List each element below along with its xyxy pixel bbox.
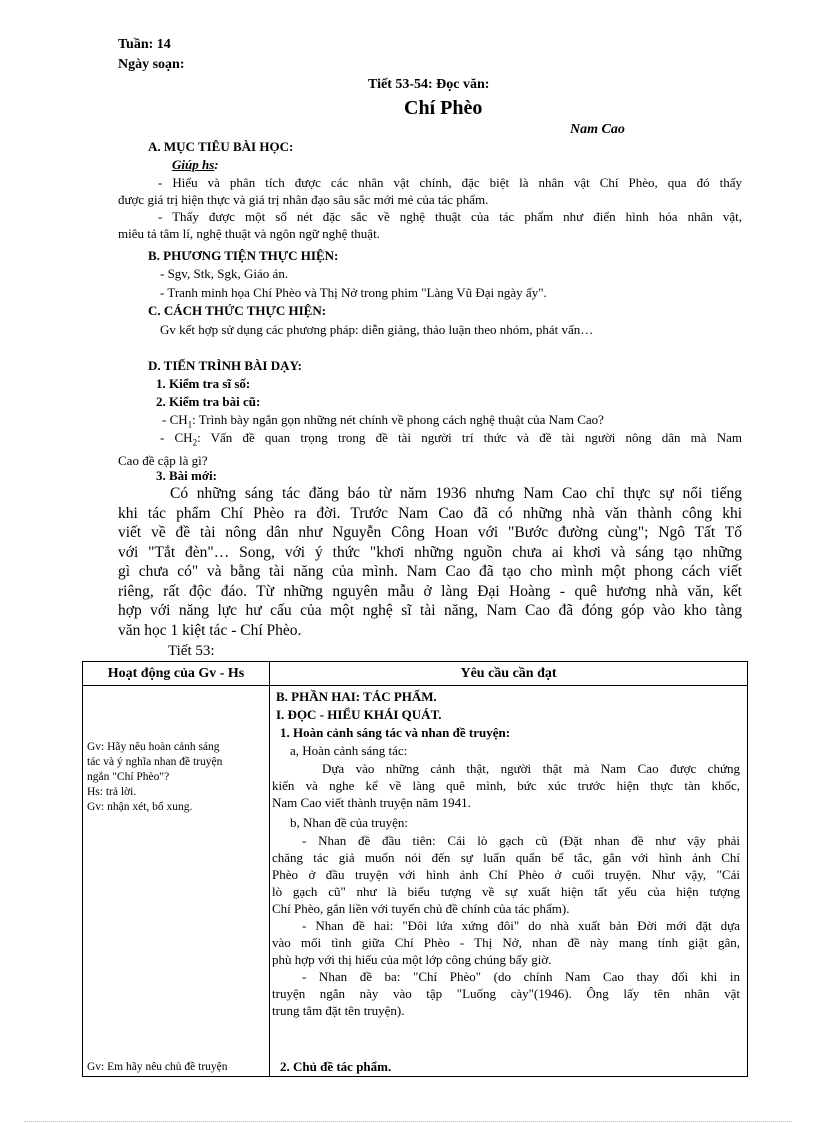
- subsection-heading: 3. Bài mới:: [156, 468, 218, 483]
- section-d-heading: D. TIẾN TRÌNH BÀI DẠY:: [148, 358, 302, 373]
- text-line: tác và ý nghĩa nhan đề truyện: [87, 756, 223, 768]
- question-prefix: - CH: [160, 430, 193, 445]
- page-bottom-divider: [24, 1121, 792, 1122]
- text-line: Gv: nhận xét, bổ xung.: [87, 801, 193, 813]
- text-line: miêu tả tâm lí, nghệ thuật và ngôn ngữ nghệ thuật.: [118, 226, 380, 241]
- section-b-heading: B. PHƯƠNG TIỆN THỰC HIỆN:: [148, 248, 339, 263]
- text-line: b, Nhan đề của truyện:: [290, 815, 409, 830]
- text-line: Nam Cao viết thành truyện năm 1941.: [272, 795, 471, 810]
- text-line: viết về đề tài nông dân như Nguyễn Công Hoan với "Bước đường cùng"; Ngô Tất Tố: [118, 524, 742, 541]
- text-line: hợp với năng lực hư cấu của một nghệ sĩ tài năng, Nam Cao đã đóng góp vào kho tàng: [118, 602, 742, 619]
- text-line: B. PHẦN HAI: TÁC PHẨM.: [276, 689, 437, 704]
- text-line: Gv kết hợp sử dụng các phương pháp: diễn giảng, thảo luận theo nhóm, phát vấn…: [160, 322, 594, 337]
- text-line: Gv: Em hãy nêu chủ đề truyện: [87, 1061, 228, 1073]
- text-line: được giá trị hiện thực và giá trị nhân đạo sâu sắc mới mẻ của tác phẩm.: [118, 192, 489, 207]
- text-line: - Tranh minh họa Chí Phèo và Thị Nở trong phim "Làng Vũ Đại ngày ấy".: [160, 285, 547, 300]
- requirement-cell-content: [270, 686, 747, 1076]
- page-title: Chí Phèo: [404, 97, 483, 119]
- help-text: Giúp hs: [172, 157, 215, 172]
- column-header: Hoạt động của Gv - Hs: [83, 662, 270, 686]
- text-line: kiến và nghe kể về làng quê mình, bức xúc trước hiện thực tàn khốc,: [272, 778, 740, 793]
- text-line: a, Hoàn cảnh sáng tác:: [290, 743, 408, 758]
- question-subscript: 2: [192, 437, 198, 448]
- help-label: [172, 156, 219, 173]
- text-line: [118, 429, 742, 452]
- text-line: - Nhan đề hai: "Đôi lứa xứng đôi" do nhà xuất bản Đời mới đặt dựa: [302, 918, 740, 933]
- text-line: riêng, rất độc đáo. Từ những nguyên mẫu ở làng Đại Hoàng - quê hương nhà văn, kết: [118, 582, 742, 600]
- text-line: - Nhan đề ba: "Chí Phèo" (do chính Nam Cao thay đổi khi in: [302, 969, 740, 984]
- text-line: chăng tác giả muốn nói đến sự luẩn quẩn bế tắc, gắn với hình ảnh Chí: [272, 850, 740, 865]
- text-line: khi tác phẩm Chí Phèo ra đời. Trước Nam Cao đã có những nhà văn thành công khi: [118, 504, 742, 522]
- text-line: lò gạch cũ" như là biểu tượng về sự xuất hiện tất yếu của hiện tượng: [272, 884, 740, 899]
- question-subscript: 1: [187, 419, 193, 430]
- column-header: Yêu cầu cần đạt: [270, 662, 748, 686]
- context-paragraph: [272, 760, 740, 811]
- question-text: : Trình bày ngắn gọn những nét chính về phong cách nghệ thuật của Nam Cao?: [192, 412, 604, 427]
- subsection-heading: 2. Kiểm tra bài cũ:: [156, 394, 261, 409]
- title-paragraph: [272, 832, 740, 1019]
- section-c-heading: C. CÁCH THỨC THỰC HIỆN:: [148, 303, 327, 318]
- text-line: gì chưa có" và bằng tài năng của mình. Nam Cao đã tạo cho mình một phong cách viết: [118, 563, 742, 580]
- lesson-label: Tiết 53-54: Đọc văn:: [368, 77, 490, 92]
- text-line: phù hợp với thị hiếu của một lớp công chúng bấy giờ.: [272, 952, 552, 967]
- question-prefix: - CH: [162, 412, 188, 427]
- help-colon: :: [214, 157, 219, 172]
- text-line: I. ĐỌC - HIỂU KHÁI QUÁT.: [276, 707, 442, 722]
- text-line: vào mối tình giữa Chí Phèo - Thị Nở, nhan đề này mang tính giật gân,: [272, 935, 740, 950]
- text-line: - Nhan đề đầu tiên: Cái lò gạch cũ (Đặt nhan đề như vậy phải: [302, 833, 740, 848]
- text-line: - Hiểu và phân tích được các nhân vật chính, đặc biệt là nhân vật Chí Phèo, qua đó thấy: [158, 175, 742, 190]
- text-line: với "Tắt đèn"… Song, với ý thức "khơi những nguồn chưa ai khơi và sáng tạo những: [118, 543, 742, 561]
- text-line: - Thấy được một số nét đặc sắc về nghệ thuật của tác phẩm như điển hình hóa nhân vật,: [158, 209, 742, 224]
- question-2: [118, 429, 742, 469]
- text-line: 1. Hoàn cảnh sáng tác và nhan đề truyện:: [280, 725, 511, 740]
- text-line: Phèo ở đầu truyện với hình ảnh Chí Phèo ở cuối truyện. Như vậy, "Cái: [272, 867, 740, 882]
- text-line: 2. Chủ đề tác phẩm.: [280, 1059, 392, 1074]
- text-line: truyện ngắn này vào tập "Luống cày"(1946). Ông lấy tên nhân vật: [272, 986, 740, 1001]
- text-line: Cao đề cập là gì?: [118, 452, 208, 468]
- subsection-heading: 1. Kiểm tra sĩ số:: [156, 376, 251, 391]
- section-a-body: [118, 174, 742, 242]
- table-row: [83, 686, 748, 1077]
- intro-paragraph: [118, 484, 742, 640]
- activity-cell-content: [83, 686, 269, 1076]
- date-label: Ngày soạn:: [118, 57, 185, 72]
- text-line: Chí Phèo, gắn liền với tuyến chủ đề chính của tác phẩm).: [272, 901, 570, 916]
- text-line: Hs: trả lời.: [87, 786, 137, 798]
- tiet-label: Tiết 53:: [168, 643, 215, 659]
- text-line: trung tâm đặt tên truyện).: [272, 1003, 405, 1018]
- section-a-heading: A. MỤC TIÊU BÀI HỌC:: [148, 139, 294, 154]
- question-text: : Vấn đề quan trọng trong đề tài người trí thức và đề tài người nông dân mà Nam: [197, 430, 742, 445]
- author: Nam Cao: [570, 122, 625, 137]
- week-label: Tuần: 14: [118, 37, 171, 52]
- text-line: ngắn "Chí Phèo"?: [87, 771, 170, 783]
- text-line: Gv: Hãy nêu hoàn cảnh sáng: [87, 741, 220, 753]
- text-line: Dựa vào những cảnh thật, người thật mà Nam Cao được chứng: [322, 761, 740, 776]
- text-line: - Sgv, Stk, Sgk, Giáo án.: [160, 266, 289, 281]
- lesson-plan-table: [82, 661, 748, 1077]
- requirement-cell: [270, 686, 748, 1077]
- text-line: Có những sáng tác đăng báo từ năm 1936 nhưng Nam Cao chỉ thực sự nổi tiếng: [170, 485, 742, 502]
- activity-cell: [83, 686, 270, 1077]
- table-header-row: [83, 662, 748, 686]
- text-line: văn học 1 kiệt tác - Chí Phèo.: [118, 621, 302, 639]
